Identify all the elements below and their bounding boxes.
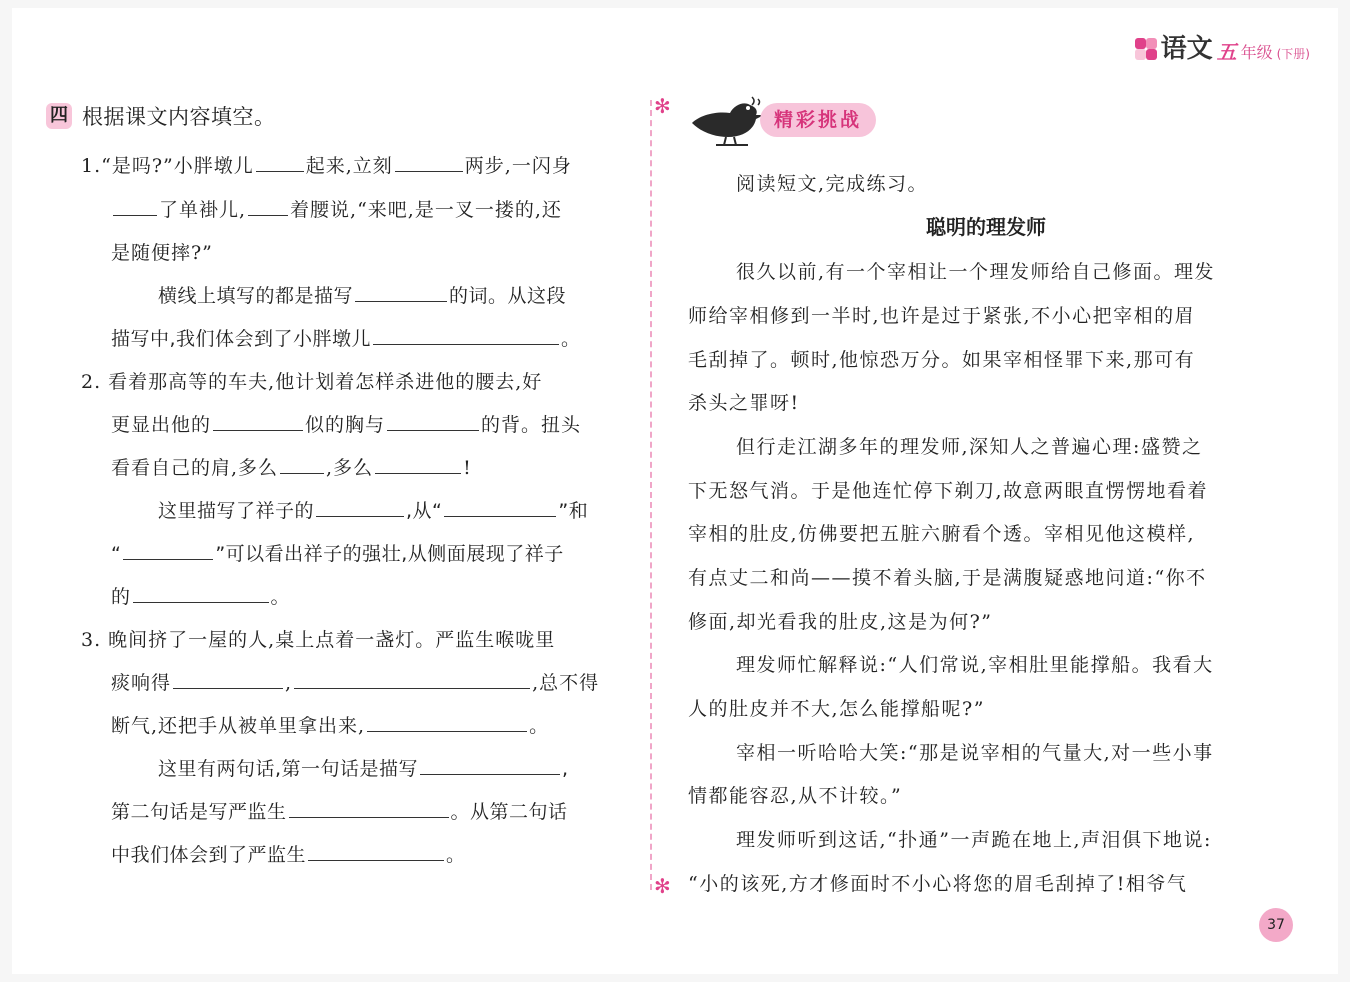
text: 这里有两句话,第一句话是描写 xyxy=(158,758,419,780)
q2-line-6 xyxy=(111,582,290,609)
text: 。 xyxy=(561,328,581,350)
fill-blank[interactable] xyxy=(289,799,449,818)
text: 3. 晚间挤了一屋的人,桌上点着一盏灯。严监生喉咙里 xyxy=(81,629,556,651)
flower-top-icon: ✻ xyxy=(654,94,671,118)
story-line: 情都能容忍,从不计较。” xyxy=(688,785,903,807)
fill-blank[interactable] xyxy=(373,326,559,345)
text: 。 xyxy=(446,844,466,866)
q3-line-5 xyxy=(111,797,568,824)
header-subject: 语文 xyxy=(1160,34,1213,64)
page-header xyxy=(1135,30,1310,66)
story-line: 修面,却光看我的肚皮,这是为何?” xyxy=(688,611,993,633)
text: , xyxy=(562,758,569,780)
q1-line-1 xyxy=(81,151,572,178)
text: ! xyxy=(463,457,472,479)
story-title: 聪明的理发师 xyxy=(926,215,1046,239)
fill-blank[interactable] xyxy=(280,455,324,474)
fill-blank[interactable] xyxy=(387,412,479,431)
text: 这里描写了祥子的 xyxy=(158,500,315,522)
story-line: 下无怒气消。于是他连忙停下剃刀,故意两眼直愣愣地看着 xyxy=(688,480,1209,502)
bird-icon xyxy=(686,93,770,149)
text: 着腰说,“来吧,是一叉一搂的,还 xyxy=(290,199,562,221)
story-line: 很久以前,有一个宰相让一个理发师给自己修面。理发 xyxy=(736,261,1216,283)
text: ,多么 xyxy=(326,457,374,479)
text: 1.“是吗?”小胖墩儿 xyxy=(81,155,254,177)
text: 中我们体会到了严监生 xyxy=(111,844,307,866)
text: 的词。从这段 xyxy=(449,285,567,307)
fill-blank[interactable] xyxy=(367,713,527,732)
text: , xyxy=(285,672,293,694)
q2-line-3 xyxy=(111,453,472,480)
text: 看看自己的肩,多么 xyxy=(111,457,279,479)
fill-blank[interactable] xyxy=(123,541,213,560)
text: 。 xyxy=(270,586,291,608)
q1-line-3 xyxy=(111,238,213,265)
text: 的 xyxy=(111,586,131,608)
fill-blank[interactable] xyxy=(256,153,304,172)
text: 断气,还把手从被单里拿出来, xyxy=(111,715,366,737)
text: 2. 看着那高等的车夫,他计划着怎样杀进他的腰去,好 xyxy=(81,371,543,393)
fill-blank[interactable] xyxy=(355,283,447,302)
q2-line-5 xyxy=(111,539,564,566)
fill-blank[interactable] xyxy=(294,670,530,689)
q3-line-1 xyxy=(81,625,555,652)
q1-line-4 xyxy=(158,281,566,308)
section-number: 四 xyxy=(46,103,72,129)
text: “ xyxy=(111,543,122,565)
header-volume: (下册) xyxy=(1276,47,1310,61)
column-divider xyxy=(650,100,652,890)
text: 痰响得 xyxy=(111,672,172,694)
text: 两步,一闪身 xyxy=(464,155,572,177)
fill-blank[interactable] xyxy=(420,756,560,775)
text: 更显出他的 xyxy=(111,414,212,436)
story-line: 理发师忙解释说:“人们常说,宰相肚里能撑船。我看大 xyxy=(736,654,1214,676)
challenge-badge: 精彩挑战 xyxy=(760,103,876,137)
q2-line-2 xyxy=(111,410,581,437)
fill-blank[interactable] xyxy=(444,498,556,517)
text: 是随便摔?” xyxy=(111,242,213,264)
fill-blank[interactable] xyxy=(308,842,444,861)
text: 。 xyxy=(529,715,550,737)
story-line: 师给宰相修到一半时,也许是过于紧张,不小心把宰相的眉 xyxy=(688,305,1196,327)
story-line: 毛刮掉了。顿时,他惊恐万分。如果宰相怪罪下来,那可有 xyxy=(688,349,1196,371)
text: 。从第二句话 xyxy=(450,801,568,823)
story-line: 人的肚皮并不大,怎么能撑船呢?” xyxy=(688,698,985,720)
q3-line-4 xyxy=(158,754,569,781)
fill-blank[interactable] xyxy=(213,412,303,431)
header-grade-suffix: 年级 xyxy=(1240,43,1273,62)
q2-line-1 xyxy=(81,367,542,394)
text: 第二句话是写严监生 xyxy=(111,801,287,823)
text: 起来,立刻 xyxy=(305,155,393,177)
fill-blank[interactable] xyxy=(113,197,157,216)
text: 似的胸与 xyxy=(305,414,386,436)
q2-line-4 xyxy=(158,496,588,523)
story-line: 有点丈二和尚——摸不着头脑,于是满腹疑惑地问道:“你不 xyxy=(688,567,1207,589)
fill-blank[interactable] xyxy=(248,197,288,216)
section-title xyxy=(46,101,276,131)
fill-blank[interactable] xyxy=(375,455,461,474)
text: 了单褂儿, xyxy=(159,199,247,221)
page-number: 37 xyxy=(1259,908,1293,942)
text: 描写中,我们体会到了小胖墩儿 xyxy=(111,328,372,350)
story-line: 但行走江湖多年的理发师,深知人之普遍心理:盛赞之 xyxy=(736,436,1203,458)
q3-line-2 xyxy=(111,668,599,695)
q3-line-3 xyxy=(111,711,549,738)
q1-line-5 xyxy=(111,324,581,351)
section-title-text: 根据课文内容填空。 xyxy=(82,105,276,129)
story-line: 宰相一听哈哈大笑:“那是说宰相的气量大,对一些小事 xyxy=(736,742,1214,764)
q3-line-6 xyxy=(111,840,466,867)
story-line: “小的该死,方才修面时不小心将您的眉毛刮掉了!相爷气 xyxy=(688,873,1188,895)
fill-blank[interactable] xyxy=(316,498,404,517)
text: 的背。扭头 xyxy=(481,414,582,436)
book-logo-icon xyxy=(1135,38,1157,60)
fill-blank[interactable] xyxy=(173,670,283,689)
fill-blank[interactable] xyxy=(133,584,269,603)
text: ,从“ xyxy=(406,500,443,522)
story-line: 理发师听到这话,“扑通”一声跪在地上,声泪俱下地说: xyxy=(736,829,1212,851)
challenge-header xyxy=(676,95,936,151)
flower-bottom-icon: ✻ xyxy=(654,874,671,898)
fill-blank[interactable] xyxy=(395,153,463,172)
header-grade: 五 xyxy=(1216,40,1237,64)
text: 横线上填写的都是描写 xyxy=(158,285,354,307)
story-line: 宰相的肚皮,仿佛要把五脏六腑看个透。宰相见他这模样, xyxy=(688,523,1196,545)
instruction: 阅读短文,完成练习。 xyxy=(736,173,929,195)
text: ”和 xyxy=(558,500,589,522)
q1-line-2 xyxy=(111,195,562,222)
text: ”可以看出祥子的强壮,从侧面展现了祥子 xyxy=(215,543,564,565)
text: ,总不得 xyxy=(532,672,600,694)
story-line: 杀头之罪呀! xyxy=(688,392,800,414)
